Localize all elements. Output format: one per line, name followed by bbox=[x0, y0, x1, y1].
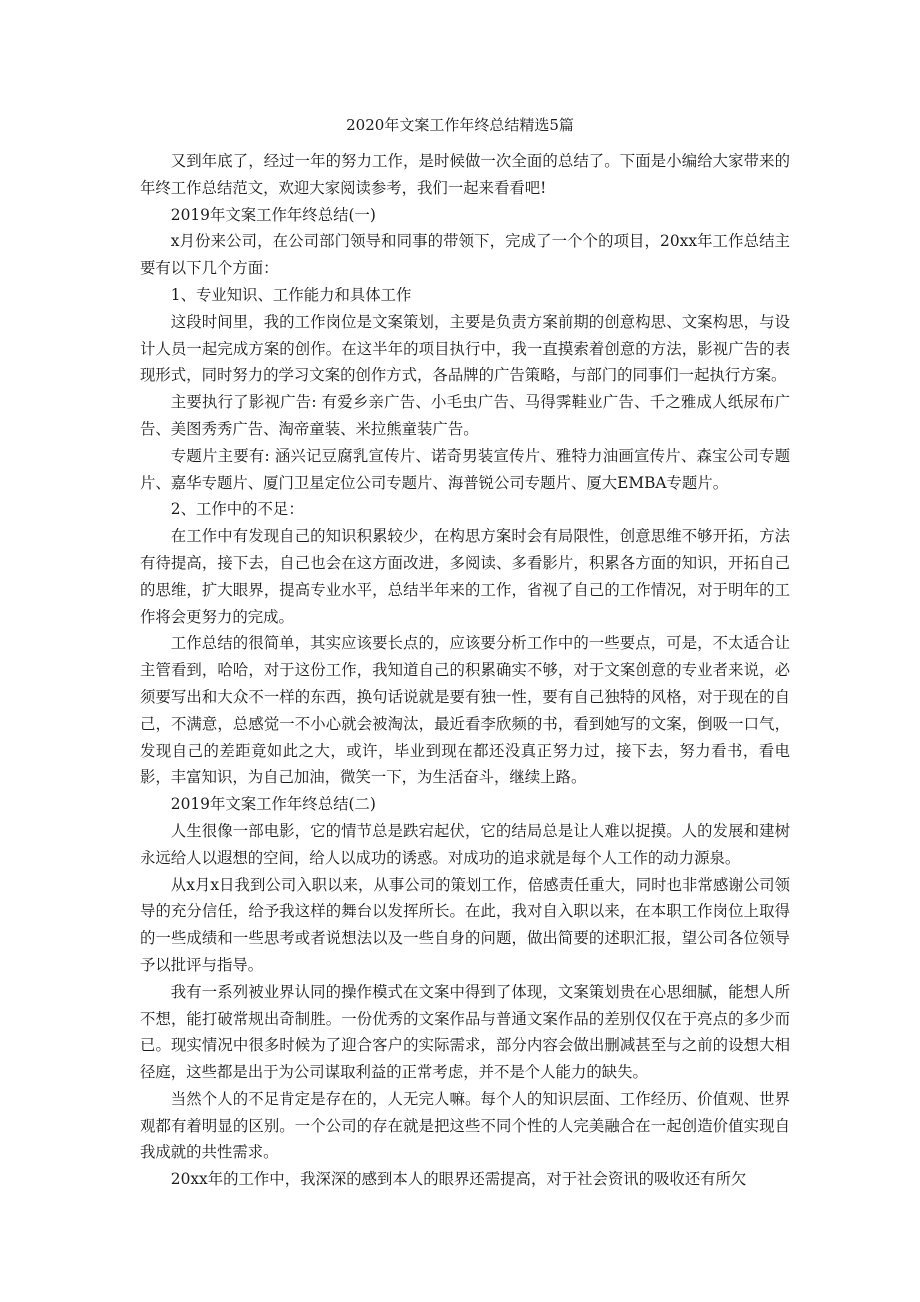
subheading-shortcomings: 2、工作中的不足： bbox=[170, 500, 304, 519]
paragraph: 从x月x日我到公司入职以来，从事公司的策划工作，倍感责任重大，同时也非常感谢公司领导的充分信任，给予我这样的舞台以发挥所长。在此，我对自入职以来，在本职工作岗位上取得的一些成绩和一些思考或者说想法以及一些自身的问题，做出简要的述职汇报，望公司各位领导予以批评与指导。 bbox=[140, 875, 790, 974]
paragraph: 我有一系列被业界认同的操作模式在文案中得到了体现，文案策划贵在心思细腻，能想人所不想，能打破常规出奇制胜。一份优秀的文案作品与普通文案作品的差别仅仅在于亮点的多少而已。现实情况中很多时候为了迎合客户的实际需求，部分内容会做出删减甚至与之前的设想大相径庭，这些都是出于为公司谋取利益的正常考虑，并不是个人能力的缺失。 bbox=[140, 982, 790, 1082]
paragraph: x月份来公司，在公司部门领导和同事的带领下，完成了一个个的项目，20xx年工作总结主要有以下几个方面： bbox=[140, 232, 790, 278]
paragraph: 人生很像一部电影，它的情节总是跌宕起伏，它的结局总是让人难以捉摸。人的发展和建树永远给人以遐想的空间，给人以成功的诱惑。对成功的追求就是每个人工作的动力源泉。 bbox=[140, 821, 790, 867]
subheading-professional-knowledge: 1、专业知识、工作能力和具体工作 bbox=[170, 285, 412, 304]
paragraph-ads-list: 主要执行了影视广告: 有爱乡亲广告、小毛虫广告、马得霁鞋业广告、千之雅成人纸尿布广告、美图秀秀广告、淘帝童装、米拉熊童装广告。 bbox=[140, 393, 790, 438]
paragraph-feature-films-list: 专题片主要有: 涵兴记豆腐乳宣传片、诺奇男装宣传片、雅特力油画宣传片、森宝公司专题片、嘉华专题片、厦门卫星定位公司专题片、海普锐公司专题片、厦大EMBA专题片。 bbox=[140, 446, 790, 492]
section-heading-1: 2019年文案工作年终总结(一) bbox=[170, 205, 376, 224]
section-heading-2: 2019年文案工作年终总结(二) bbox=[170, 795, 376, 814]
paragraph-truncated: 20xx年的工作中，我深深的感到本人的眼界还需提高，对于社会资讯的吸收还有所欠 bbox=[170, 1170, 747, 1189]
document-body bbox=[140, 148, 790, 1193]
paragraph: 这段时间里，我的工作岗位是文案策划，主要是负责方案前期的创意构思、文案构思，与设计人员一起完成方案的创作。在这半年的项目执行中，我一直摸索着创意的方法，影视广告的表现形式，同时努力的学习文案的创作方式，各品牌的广告策略，与部门的同事们一起执行方案。 bbox=[140, 312, 790, 385]
paragraph: 当然个人的不足肯定是存在的，人无完人嘛。每个人的知识层面、工作经历、价值观、世界观都有着明显的区别。一个公司的存在就是把这些不同个性的人完美融合在一起创造价值实现自我成就的共性需求。 bbox=[140, 1089, 790, 1162]
document-title: 2020年文案工作年终总结精选5篇 bbox=[346, 116, 574, 134]
paragraph-intro: 又到年底了，经过一年的努力工作，是时候做一次全面的总结了。下面是小编给大家带来的年终工作总结范文，欢迎大家阅读参考，我们一起来看看吧! bbox=[140, 152, 790, 197]
paragraph: 在工作中有发现自己的知识积累较少，在构思方案时会有局限性，创意思维不够开拓，方法有待提高，接下去，自己也会在这方面改进，多阅读、多看影片，积累各方面的知识，开拓自己的思维，扩大眼界，提高专业水平，总结半年来的工作，省视了自己的工作情况，对于明年的工作将会更努力的完成。 bbox=[140, 527, 790, 626]
paragraph: 工作总结的很简单，其实应该要长点的，应该要分析工作中的一些要点，可是，不太适合让主管看到，哈哈，对于这份工作，我知道自己的积累确实不够，对于文案创意的专业者来说，必须要写出和大众不一样的东西，换句话说就是要有独一性，要有自己独特的风格，对于现在的自己，不满意，总感觉一不小心就会被淘汰，最近看李欣频的书，看到她写的文案，倒吸一口气，发现自己的差距竟如此之大，或许，毕业到现在都还没真正努力过，接下去，努力看书，看电影，丰富知识，为自己加油，微笑一下，为生活奋斗，继续上路。 bbox=[140, 634, 790, 787]
